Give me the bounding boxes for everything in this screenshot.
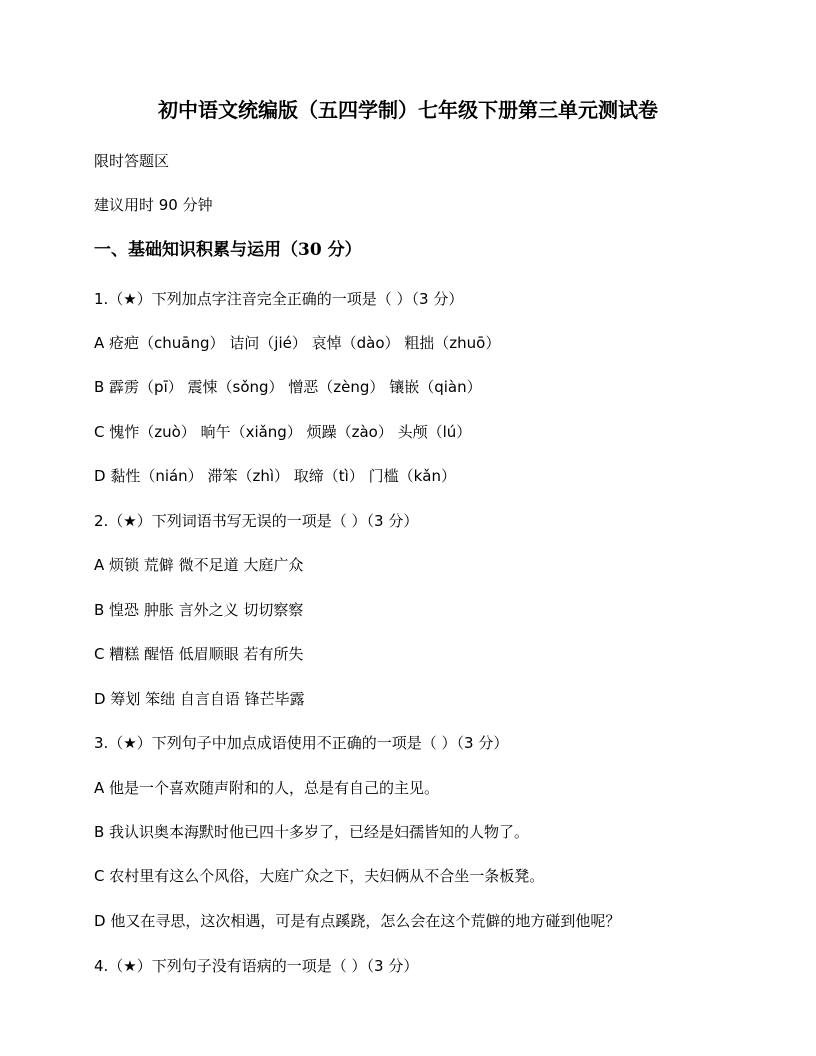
question-2-stem: 2.（★）下列词语书写无误的一项是（ ）（3 分） [94,512,419,530]
question-2-option-a: A 烦锁 荒僻 微不足道 大庭广众 [94,556,304,574]
question-1-option-a: A 疮疤（chuāng） 诘问（jié） 哀悼（dào） 粗拙（zhuō） [94,334,501,352]
question-2-option-d: D 筹划 笨绌 自言自语 锋芒毕露 [94,690,305,708]
question-1-option-d: D 黏性（nián） 滞笨（zhì） 取缔（tì） 门槛（kǎn） [94,467,456,485]
suggested-time: 建议用时 90 分钟 [94,196,213,214]
question-3-stem: 3.（★）下列句子中加点成语使用不正确的一项是（ ）（3 分） [94,734,509,752]
answer-area-label: 限时答题区 [94,152,170,170]
section-heading: 一、基础知识积累与运用（30 分） [94,240,362,260]
question-3-option-c: C 农村里有这么个风俗，大庭广众之下，夫妇俩从不合坐一条板凳。 [94,867,545,885]
document-title: 初中语文统编版（五四学制）七年级下册第三单元测试卷 [158,98,658,122]
question-3-option-a: A 他是一个喜欢随声附和的人，总是有自己的主见。 [94,779,440,797]
question-2-option-c: C 糟糕 醒悟 低眉顺眼 若有所失 [94,645,304,663]
question-1-option-b: B 霹雳（pī） 震悚（sǒng） 憎恶（zèng） 镶嵌（qiàn） [94,378,482,396]
question-1-option-c: C 愧怍（zuò） 晌午（xiǎng） 烦躁（zào） 头颅（lú） [94,423,472,441]
question-3-option-b: B 我认识奥本海默时他已四十多岁了，已经是妇孺皆知的人物了。 [94,823,530,841]
question-2-option-b: B 惶恐 肿胀 言外之义 切切察察 [94,601,304,619]
question-4-stem: 4.（★）下列句子没有语病的一项是（ ）（3 分） [94,957,419,975]
question-1-stem: 1.（★）下列加点字注音完全正确的一项是（ ）（3 分） [94,290,464,308]
question-3-option-d: D 他又在寻思，这次相遇，可是有点蹊跷，怎么会在这个荒僻的地方碰到他呢？ [94,912,621,930]
